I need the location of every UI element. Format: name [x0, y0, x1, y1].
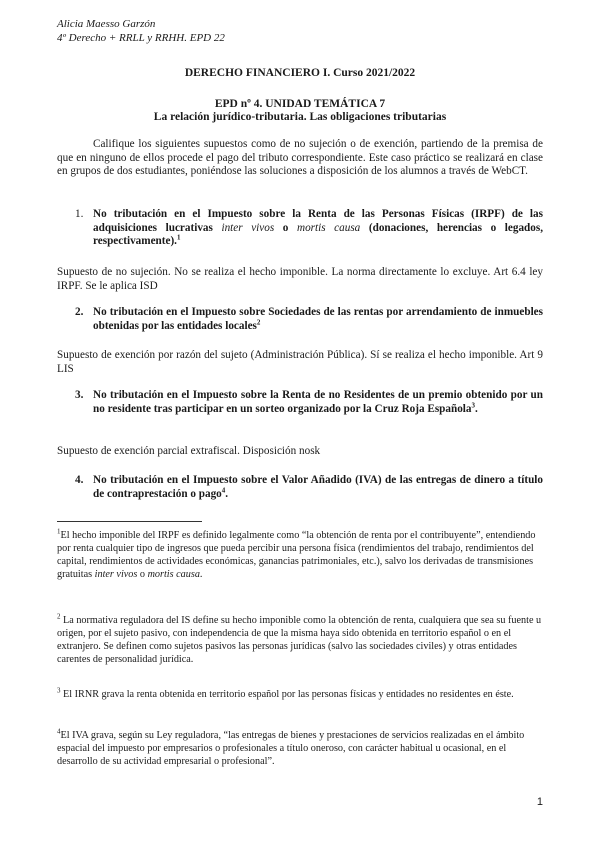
footnote-1: $^1$El hecho imponible del IRPF es definido legalmente como “la obtención de renta por el contribuyente”, entendiendo por renta cualquier tipo de ingresos que pueda percibir una persona física (rendimientos del trabajo, rendimientos del capital, rendimientos de actividades económicas, ganancias patrimoniales, etc.), salvo los derivadas de transmisiones gratuitas inter vivos o mortis causa. [57, 527, 536, 580]
answer-1: Supuesto de no sujeción. No se realiza el hecho imponible. La norma directamente lo excluye. Art 6.4 ley IRPF. Se le aplica ISD [57, 266, 543, 292]
document-title: DERECHO FINANCIERO I. Curso 2021/2022 [184, 67, 416, 79]
question-item-3 [75, 389, 543, 416]
answer-2: Supuesto de exención por razón del sujeto (Administración Pública). Sí se realiza el hecho imponible. Art 9 LIS [57, 349, 543, 375]
footnote-separator [57, 521, 202, 522]
footnote-3: $^3$ El IRNR grava la renta obtenida en territorio español por las personas físicas y entidades no residentes en éste. [57, 686, 514, 700]
question-item-4 [75, 474, 543, 501]
answer-3: Supuesto de exención parcial extrafiscal. Disposición nosk [57, 445, 321, 457]
intro-paragraph: Califique los siguientes supuestos como de no sujeción o de exención, partiendo de la premisa de que en ninguno de ellos procede el pago del tributo correspondiente. Este caso práctico se realizará en clase en grupos de dos estudiantes, poniéndose las soluciones a disposición de los alumnos a través de WebCT. [57, 138, 543, 177]
footnote-ref-1: 1 [176, 233, 181, 242]
epd-heading: EPD nº 4. UNIDAD TEMÁTICA 7 [214, 98, 386, 110]
footnote-ref-3: 3 [471, 400, 476, 409]
epd-subheading: La relación jurídico-tributaria. Las obligaciones tributarias [153, 111, 447, 123]
header-course: 4º Derecho + RRLL y RRHH. EPD 22 [57, 32, 225, 44]
page-number: 1 [536, 796, 543, 808]
item-text: No tributación en el Impuesto sobre Sociedades de las rentas por arrendamiento de inmuebles obtenidas por las entidades locales$^2$ [93, 306, 543, 332]
footnote-2: $^2$ La normativa reguladora del IS define su hecho imponible como la obtención de renta, cualquiera que sea su fuente u origen, por el sujeto pasivo, con independencia de que la misma haya sido obtenida en territorio español o en el extranjero. Se definen como sujetos pasivos las personas jurídicas (salvo las sociedades civiles) y otras entidades carentes de personalidad jurídica. [57, 612, 542, 665]
question-item-1 [75, 208, 543, 249]
question-item-2 [75, 306, 543, 333]
footnote-ref-4: 4 [221, 485, 226, 494]
item-text: No tributación en el Impuesto sobre la Renta de no Residentes de un premio obtenido por un no residente tras participar en un sorteo organizado por la Cruz Roja Española$^3$. [93, 389, 543, 415]
item-number: 1. [75, 208, 84, 220]
item-number: 3. [75, 389, 84, 401]
item-text: No tributación en el Impuesto sobre el Valor Añadido (IVA) de las entregas de dinero a título de contraprestación o pago$^4$. [93, 474, 543, 500]
item-number: 4. [75, 474, 84, 486]
header-author: Alicia Maesso Garzón [57, 18, 156, 30]
footnote-ref-2: 2 [256, 317, 261, 326]
item-text: No tributación en el Impuesto sobre la Renta de las Personas Físicas (IRPF) de las adquisiciones lucrativas inter vivos o mortis causa (donaciones, herencias o legados, respectivamente).$^1$ [93, 208, 544, 247]
item-number: 2. [75, 306, 84, 318]
footnote-4: $^4$El IVA grava, según su Ley reguladora, “las entregas de bienes y prestaciones de servicios realizadas en el ámbito espacial del impuesto por empresarios o profesionales a título oneroso, con carácter habitual u ocasional, en el desarrollo de su actividad empresarial o profesional”. [57, 727, 525, 767]
